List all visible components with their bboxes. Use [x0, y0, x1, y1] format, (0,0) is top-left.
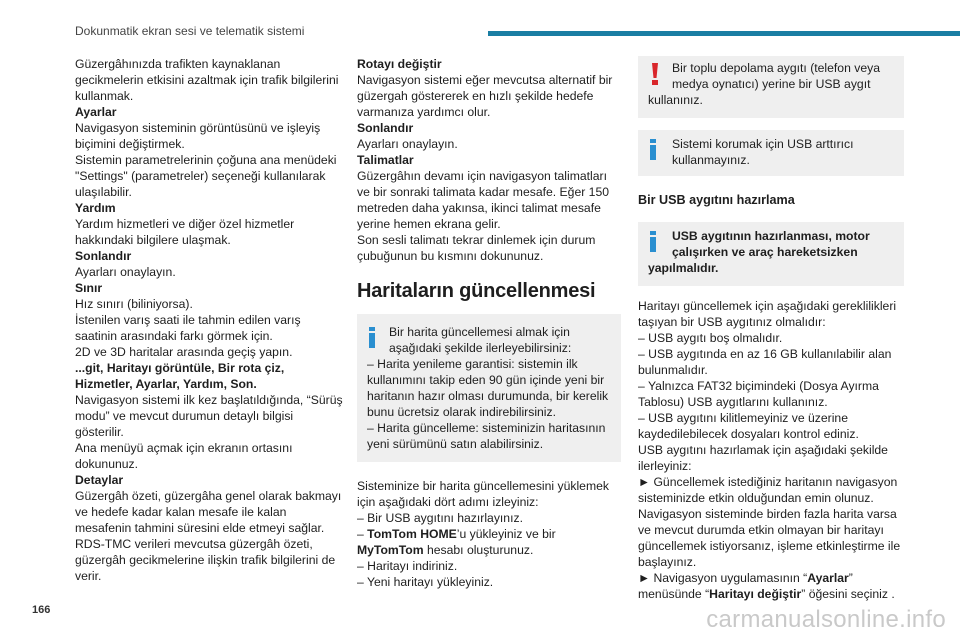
paragraph: Güzergâh özeti, güzergâha genel olarak bakmayı ve hedefe kadar kalan mesafe ile kalan mesafenin tahmini süresini elde etmeyi sağlar.	[75, 489, 342, 535]
info-box-usb-prep	[638, 222, 904, 286]
paragraph: Güzergâhınızda trafikten kaynaklanan gecikmelerin etkisini azaltmak için trafik bilgilerini kullanmak.	[75, 57, 339, 103]
paragraph: Navigasyon sistemi ilk kez başlatıldığında, “Sürüş modu” ve mevcut durumun detaylı bilgisi gösterilir.	[75, 393, 343, 439]
paragraph: USB aygıtını hazırlamak için aşağıdaki şekilde ilerleyiniz:	[638, 443, 888, 473]
bold-heading: Sonlandır	[75, 249, 132, 263]
bold-heading: Detaylar	[75, 473, 124, 487]
info-icon	[650, 231, 656, 252]
text: ► Navigasyon uygulamasının “	[638, 571, 808, 585]
paragraph: – Yalnızca FAT32 biçimindeki (Dosya Ayırma Tablosu) USB aygıtlarını kullanınız.	[638, 379, 879, 409]
paragraph: Navigasyon sisteminin görüntüsünü ve işleyiş biçimini değiştirmek.	[75, 121, 321, 151]
paragraph: Ayarları onaylayın.	[75, 265, 176, 279]
tomtom-line	[357, 526, 621, 558]
text: ’u yükleyiniz ve bir	[456, 527, 556, 541]
column-3	[638, 56, 904, 602]
info-box-first: Bir harita güncellemesi almak için aşağıdaki şekilde ilerleyebilirsiniz:	[389, 325, 572, 355]
column-2	[357, 56, 621, 590]
last-instruction	[638, 570, 904, 602]
warning-box-first: Bir toplu depolama aygıtı (telefon veya medya oynatıcı) yerine bir USB aygıt	[672, 61, 880, 91]
tomtom-home: TomTom HOME	[367, 527, 457, 541]
text: ” öğesini seçiniz .	[801, 587, 895, 601]
paragraph: – USB aygıtını kilitlemeyiniz ve üzerine kaydedilebilecek dosyaları kontrol ediniz.	[638, 411, 859, 441]
ayarlar: Ayarlar	[807, 571, 849, 585]
paragraph: 2D ve 3D haritalar arasında geçiş yapın.	[75, 345, 293, 359]
info-icon	[650, 139, 656, 160]
info-box-map-update	[357, 314, 621, 462]
paragraph: Haritayı güncellemek için aşağıdaki gereklilikleri taşıyan bir USB aygıtınız olmalıdır:	[638, 299, 897, 329]
paragraph: İstenilen varış saati ile tahmin edilen varış saatinin arasındaki farkı görmek için.	[75, 313, 301, 343]
paragraph: Sisteminize bir harita güncellemesini yüklemek için aşağıdaki dört adımı izleyiniz:	[357, 479, 609, 509]
paragraph: Sistemin parametrelerinin çoğuna ana menüdeki "Settings" (parametreler) seçeneği kullanılarak ulaşılabilir.	[75, 153, 337, 199]
paragraph: ► Güncellemek istediğiniz haritanın navigasyon sisteminizde etkin olduğundan emin olunuz.	[638, 475, 898, 505]
paragraph: – USB aygıtında en az 16 GB kullanılabilir alan bulunmalıdır.	[638, 347, 892, 377]
paragraph: Ana menüyü açmak için ekranın ortasını dokununuz.	[75, 441, 293, 471]
paragraph: Güzergâhın devamı için navigasyon talimatları ve bir sonraki talimata kadar mesafe. Eğer 150 metreden daha yakınsa, ikinci talimat mesafe yerine hemen ekrana gelir.	[357, 169, 609, 231]
paragraph: – USB aygıtı boş olmalıdır.	[638, 331, 783, 345]
info-box-usb-hub	[638, 130, 904, 176]
info-box-item: – Harita yenileme garantisi: sistemin ilk kullanımını takip eden 90 gün içinde yeni bir haritanın hazır olması durumunda, bir kerelik bunu ücretsiz olarak indirebilirsiniz.	[367, 357, 609, 419]
paragraph: Son sesli talimatı tekrar dinlemek için durum çubuğunun bu kısmını dokununuz.	[357, 233, 596, 263]
info-box-item: – Harita güncelleme: sisteminizin haritasının yeni sürümünü satın alabilirsiniz.	[367, 421, 606, 451]
paragraph: Hız sınırı (biliniyorsa).	[75, 297, 193, 311]
haritayi-degistir: Haritayı değiştir	[709, 587, 802, 601]
paragraph: Navigasyon sisteminde birden fazla harita varsa ve mevcut durumda etkin olmayan bir haritayı güncellemek istiyorsanız, işleme etkinleştirme ile başlayınız.	[638, 507, 901, 569]
bold-heading: ...git, Haritayı görüntüle, Bir rota çiz, Hizmetler, Ayarlar, Yardım, Son.	[75, 361, 285, 391]
bold-heading: Ayarlar	[75, 105, 117, 119]
text: ” menüsünde “	[638, 571, 853, 601]
paragraph: Yardım hizmetleri ve diğer özel hizmetler hakkındaki bilgilere ulaşmak.	[75, 217, 295, 247]
mytomtom: MyTomTom	[357, 543, 424, 557]
subheading: Bir USB aygıtını hazırlama	[638, 193, 795, 207]
column-1	[75, 56, 343, 584]
header-rule	[488, 31, 960, 36]
running-header: Dokunmatik ekran sesi ve telematik sistemi	[75, 24, 305, 38]
paragraph: – Bir USB aygıtını hazırlayınız.	[357, 511, 523, 525]
bold-heading: Yardım	[75, 201, 116, 215]
text: hesabı oluşturunuz.	[423, 543, 534, 557]
warning-box-rest: kullanınız.	[648, 93, 703, 107]
watermark: carmanualsonline.info	[706, 606, 946, 633]
page-number: 166	[32, 604, 51, 616]
bold-heading: Sonlandır	[357, 121, 414, 135]
paragraph: – Yeni haritayı yükleyiniz.	[357, 575, 494, 589]
info-box-first: USB aygıtının hazırlanması, motor çalışırken ve araç hareketsizken	[672, 229, 870, 259]
paragraph: – Haritayı indiriniz.	[357, 559, 458, 573]
warning-box	[638, 56, 904, 118]
column-2-intro	[357, 56, 621, 264]
info-box-rest: yapılmalıdır.	[648, 261, 719, 275]
info-icon	[369, 327, 375, 348]
paragraph: RDS-TMC verileri mevcutsa güzergâh özeti, güzergâh gecikmelerine ilişkin trafik bilgilerini de verir.	[75, 537, 336, 583]
text: –	[357, 527, 368, 541]
bold-heading: Rotayı değiştir	[357, 57, 442, 71]
paragraph: Ayarları onaylayın.	[357, 137, 458, 151]
warning-icon	[650, 63, 660, 85]
section-title: Haritaların güncellenmesi	[357, 280, 596, 302]
column-3-body	[638, 298, 904, 570]
info-box-text: Sistemi korumak için USB arttırıcı kullanmayınız.	[672, 137, 854, 167]
bold-heading: Sınır	[75, 281, 103, 295]
bold-heading: Talimatlar	[357, 153, 414, 167]
paragraph: Navigasyon sistemi eğer mevcutsa alternatif bir güzergah göstererek en hızlı şekilde hedefe varmanıza yardımcı olur.	[357, 73, 613, 119]
